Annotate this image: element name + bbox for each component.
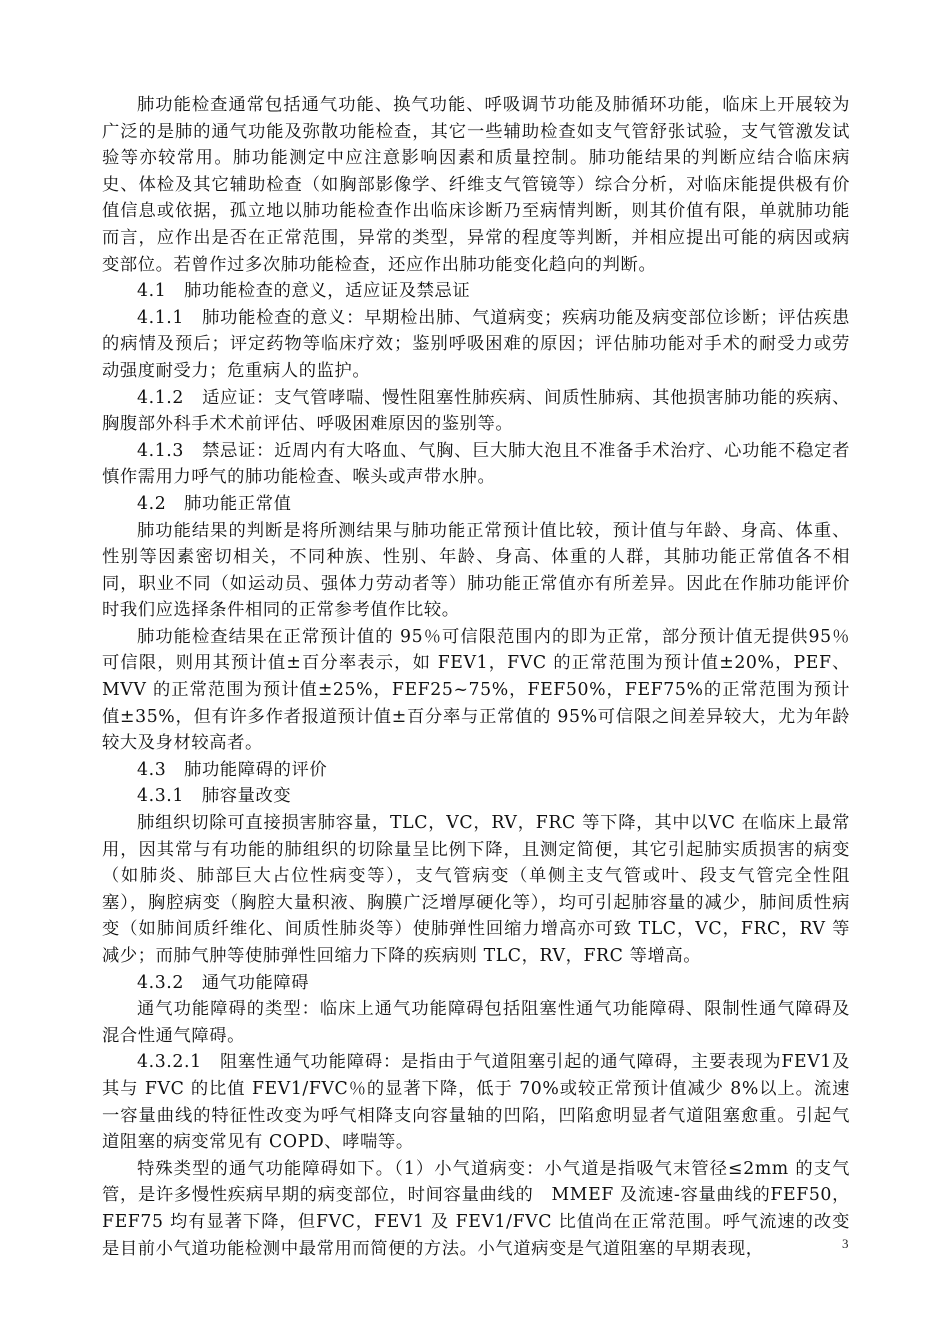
section-heading-4-2: 4.2 肺功能正常值 [137, 493, 292, 514]
intro-paragraph: 肺功能检查通常包括通气功能、换气功能、呼吸调节功能及肺循环功能，临床上开展较为广泛的是肺的通气功能及弥散功能检查，其它一些辅助检查如支气管舒张试验，支气管激发试验等亦较常用。肺功能测定中应注意影响因素和质量控制。肺功能结果的判断应结合临床病史、体检及其它辅助检查（如胸部影像学、纤维支气管镜等）综合分析，对临床能提供极有价值信息或依据，孤立地以肺功能检查作出临床诊断乃至病情判断，则其价值有限，单就肺功能而言，应作出是否在正常范围，异常的类型，异常的程度等判断，并相应提出可能的病因或病变部位。若曾作过多次肺功能检查，还应作出肺功能变化趋向的判断。 [102, 95, 850, 275]
section-heading-4-3: 4.3 肺功能障碍的评价 [137, 759, 328, 780]
paragraph-ventilation-types: 通气功能障碍的类型：临床上通气功能障碍包括阻塞性通气功能障碍、限制性通气障碍及混合性通气障碍。 [102, 999, 850, 1046]
paragraph-special-types: 特殊类型的通气功能障碍如下。（1）小气道病变：小气道是指吸气末管径≤2mm 的支气管，是许多慢性疾病早期的病变部位，时间容量曲线的 MMEF 及流速-容量曲线的FEF50，FEF75 均有显著下降，但FVC，FEV1 及 FEV1/FVC 比值尚在正常范围。呼气流速的改变是目前小气道功能检测中最常用而简便的方法。小气道病变是气道阻塞的早期表现， [102, 1158, 850, 1259]
section-heading-4-1: 4.1 肺功能检查的意义，适应证及禁忌证 [137, 281, 471, 302]
paragraph-4-1-1: 4.1.1 肺功能检查的意义：早期检出肺、气道病变；疾病功能及病变部位诊断；评估疾患的病情及预后；评定药物等临床疗效；鉴别呼吸困难的原因；评估肺功能对手术的耐受力或劳动强度耐受力；危重病人的监护。 [102, 307, 850, 381]
subsection-heading-4-3-1: 4.3.1 肺容量改变 [137, 786, 292, 807]
paragraph-normal-values-2: 肺功能检查结果在正常预计值的 95％可信限范围内的即为正常，部分预计值无提供95％可信限，则用其预计值±百分率表示，如 FEV1，FVC 的正常范围为预计值±20%，PEF、MVV 的正常范围为预计值±25%，FEF25~75%，FEF50%，FEF75%的正常范围为预计值±35%，但有许多作者报道预计值±百分率与正常值的 95%可信限之间差异较大，尤为年龄较大及身材较高者。 [102, 626, 850, 754]
paragraph-normal-values-1: 肺功能结果的判断是将所测结果与肺功能正常预计值比较，预计值与年龄、身高、体重、性别等因素密切相关，不同种族、性别、年龄、身高、体重的人群，其肺功能正常值各不相同，职业不同（如运动员、强体力劳动者等）肺功能正常值亦有所差异。因此在作肺功能评价时我们应选择条件相同的正常参考值作比较。 [102, 520, 850, 621]
paragraph-4-1-3: 4.1.3 禁忌证：近周内有大咯血、气胸、巨大肺大泡且不准备手术治疗、心功能不稳定者慎作需用力呼气的肺功能检查、喉头或声带水肿。 [102, 440, 850, 488]
page-number: 3 [842, 1236, 849, 1251]
paragraph-4-1-2: 4.1.2 适应证：支气管哮喘、慢性阻塞性肺疾病、间质性肺病、其他损害肺功能的疾病、胸腹部外科手术术前评估、呼吸困难原因的鉴别等。 [102, 387, 850, 435]
paragraph-lung-volume: 肺组织切除可直接损害肺容量，TLC，VC，RV，FRC 等下降，其中以VC 在临床上最常用，因其常与有功能的肺组织的切除量呈比例下降，且测定简便，其它引起肺实质损害的病变（如肺炎、肺部巨大占位性病变等），支气管病变（单侧主支气管或叶、段支气管完全性阻塞），胸腔病变（胸腔大量积液、胸膜广泛增厚硬化等），均可引起肺容量的减少，肺间质性病变（如肺间质纤维化、间质性肺炎等）使肺弹性回缩力增高亦可致 TLC，VC，FRC，RV 等减少；而肺气肿等使肺弹性回缩力下降的疾病则 TLC，RV，FRC 等增高。 [102, 813, 850, 966]
subsection-heading-4-3-2: 4.3.2 通气功能障碍 [137, 972, 310, 993]
document-body [102, 92, 850, 1262]
paragraph-4-3-2-1: 4.3.2.1 阻塞性通气功能障碍：是指由于气道阻塞引起的通气障碍，主要表现为FEV1及其与 FVC 的比值 FEV1/FVC％的显著下降，低于 70%或较正常预计值减少 8%以上。流速一容量曲线的特征性改变为呼气相降支向容量轴的凹陷，凹陷愈明显者气道阻塞愈重。引起气道阻塞的病变常见有 COPD、哮喘等。 [102, 1052, 850, 1153]
